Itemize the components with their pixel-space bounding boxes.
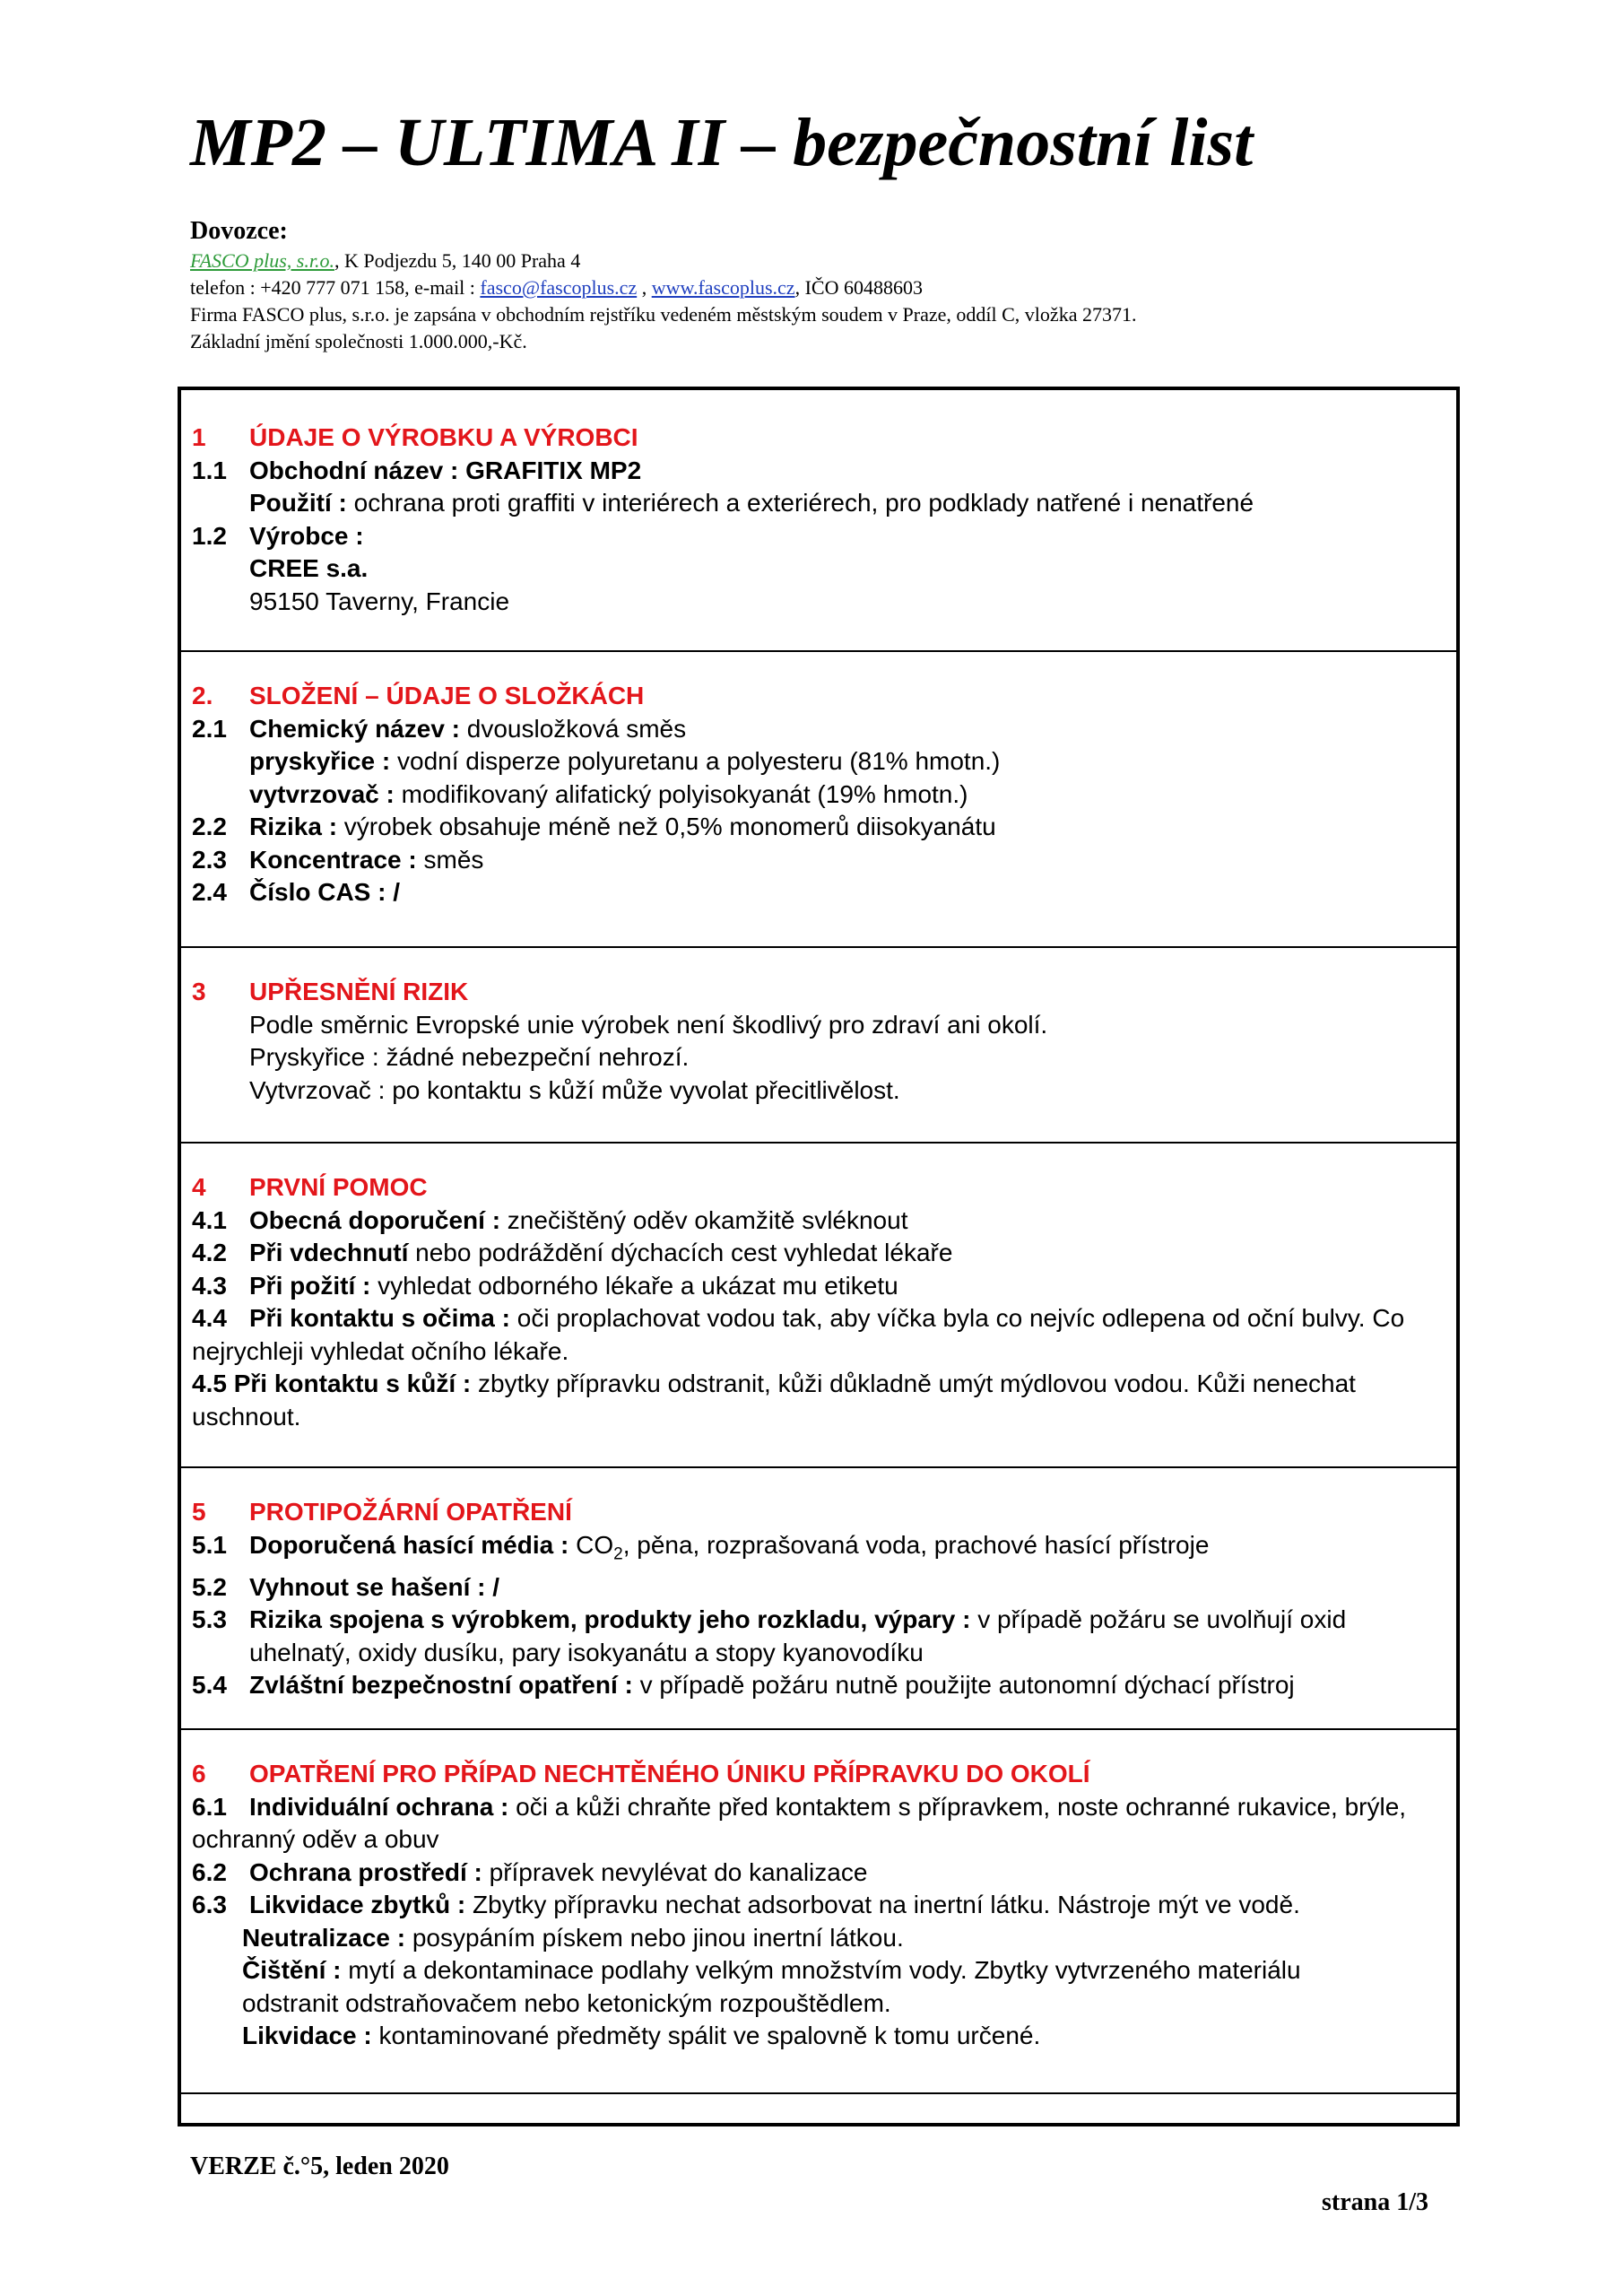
item-2-3: 2.3 Koncentrace : směs [192,845,484,874]
section-3 [192,976,1445,1107]
section-6 [192,1758,1445,2053]
phone-prefix: telefon : +420 777 071 158, e-mail : [190,276,475,299]
page-number: strana 1/3 [1322,2188,1428,2216]
item-2-2: 2.2 Rizika : výrobek obsahuje méně než 0,5% monomerů diisokyanátu [192,813,996,840]
capital-text: Základní jmění společnosti 1.000.000,-Kč. [190,330,527,352]
risk-line-2: Pryskyřice : žádné nebezpeční nehrozí. [249,1043,690,1071]
item-4-5: 4.5 Při kontaktu s kůží : zbytky přípravku odstranit, kůži důkladně umýt mýdlovou vodou. Kůži nenechat uschnout. [192,1370,1356,1431]
item-1-2: 1.2 Výrobce : [192,521,364,550]
ico-text: , IČO 60488603 [794,276,923,299]
section-2-heading: 2. SLOŽENÍ – ÚDAJE O SLOŽKÁCH [192,682,645,709]
company-link[interactable]: FASCO plus, s.r.o. [190,249,334,272]
section-divider [181,1142,1456,1144]
item-4-3: 4.3 Při požití : vyhledat odborného lékaře a ukázat mu etiketu [192,1271,898,1300]
section-1 [192,422,1445,618]
section-divider [181,946,1456,948]
item-5-3: 5.3 Rizika spojena s výrobkem, produkty jeho rozkladu, výpary : v případě požáru se uvolňují oxid [192,1605,1347,1634]
manufacturer-name: CREE s.a. [249,554,369,582]
item-5-3-continued: uhelnatý, oxidy dusíku, pary isokyanátu a stopy kyanovodíku [249,1638,924,1666]
section-divider [181,1466,1456,1468]
item-5-2: 5.2 Vyhnout se hašení : / [192,1572,500,1601]
neutralization-line: Neutralizace : posypáním pískem nebo jinou inertní látkou. [242,1923,904,1952]
section-5 [192,1496,1445,1702]
item-6-3: 6.3 Likvidace zbytků : Zbytky přípravku nechat adsorbovat na inertní látku. Nástroje mýt ve vodě. [192,1891,1300,1918]
item-5-1: 5.1 Doporučená hasící média : $CO_2$, pěna, rozprašovaná voda, prachové hasící přístroje [192,1530,1210,1564]
registry-text: Firma FASCO plus, s.r.o. je zapsána v obchodním rejstříku vedeném městským soudem v Praze, oddíl C, vložka 27371. [190,303,1137,326]
risk-line-3: Vytvrzovač : po kontaktu s kůží může vyvolat přecitlivělost. [249,1075,900,1104]
importer-contact-line: telefon : +420 777 071 158, e-mail : fasco@fascoplus.cz , www.fascoplus.cz, IČO 60488603 [190,276,923,299]
cleaning-line-continued: odstranit odstraňovačem nebo ketonickým rozpouštědlem. [242,1988,891,2017]
item-2-1: 2.1 Chemický název : dvousložková směs [192,714,687,743]
website-link[interactable]: www.fascoplus.cz [651,276,795,299]
item-4-1: 4.1 Obecná doporučení : znečištěný oděv okamžitě svléknout [192,1205,908,1234]
hardener-line: vytvrzovač : modifikovaný alifatický polyisokyanát (19% hmotn.) [249,779,968,808]
section-divider [181,1728,1456,1730]
version-footer: VERZE č.°5, leden 2020 [190,2152,449,2180]
section-divider [181,2092,1456,2094]
section-2 [192,680,1445,909]
section-1-heading: 1 ÚDAJE O VÝROBKU A VÝROBCI [192,423,638,451]
section-3-heading: 3 UPŘESNĚNÍ RIZIK [192,978,469,1005]
importer-address-line [190,248,1136,274]
sds-sections-box [178,387,1460,2126]
document-title: MP2 – ULTIMA II – bezpečnostní list [190,105,1254,180]
item-5-4: 5.4 Zvláštní bezpečnostní opatření : v případě požáru nutně použijte autonomní dýchací přístroj [192,1671,1295,1700]
importer-block [190,215,1136,355]
disposal-line: Likvidace : kontaminované předměty spálit ve spalovně k tomu určené. [242,2022,1041,2049]
section-4-heading: 4 PRVNÍ POMOC [192,1173,428,1201]
cleaning-line: Čištění : mytí a dekontaminace podlahy velkým množstvím vody. Zbytky vytvrzeného materiálu [242,1956,1301,1984]
risk-line-1: Podle směrnic Evropské unie výrobek není škodlivý pro zdraví ani okolí. [249,1010,1048,1039]
item-6-2: 6.2 Ochrana prostředí : přípravek nevylévat do kanalizace [192,1857,868,1886]
manufacturer-address: 95150 Taverny, Francie [249,587,510,615]
resin-line: pryskyřice : vodní disperze polyuretanu a polyesteru (81% hmotn.) [249,747,1001,775]
importer-heading: Dovozce: [190,217,288,245]
section-6-heading: 6 OPATŘENÍ PRO PŘÍPAD NECHTĚNÉHO ÚNIKU PŘÍPRAVKU DO OKOLÍ [192,1760,1090,1787]
item-4-2: 4.2 Při vdechnutí nebo podráždění dýchacích cest vyhledat lékaře [192,1239,953,1266]
item-4-4: 4.4 Při kontaktu s očima : oči proplachovat vodou tak, aby víčka byla co nejvíc odlepena od oční bulvy. Co nejrychleji vyhledat očního lékaře. [192,1304,1405,1365]
section-5-heading: 5 PROTIPOŽÁRNÍ OPATŘENÍ [192,1498,572,1526]
email-link[interactable]: fasco@fascoplus.cz [480,276,638,299]
item-1-1-use: Použití : ochrana proti graffiti v interiérech a exteriérech, pro podklady natřené i nenatřené [249,489,1254,517]
section-4 [192,1171,1445,1433]
item-2-4: 2.4 Číslo CAS : / [192,878,401,906]
item-6-1: 6.1 Individuální ochrana : oči a kůži chraňte před kontaktem s přípravkem, noste ochranné rukavice, brýle, ochranný oděv a obuv [192,1792,1407,1853]
section-divider [181,650,1456,652]
item-1-1: 1.1 Obchodní název : GRAFITIX MP2 [192,456,642,484]
company-address: , K Podjezdu 5, 140 00 Praha 4 [334,249,581,272]
